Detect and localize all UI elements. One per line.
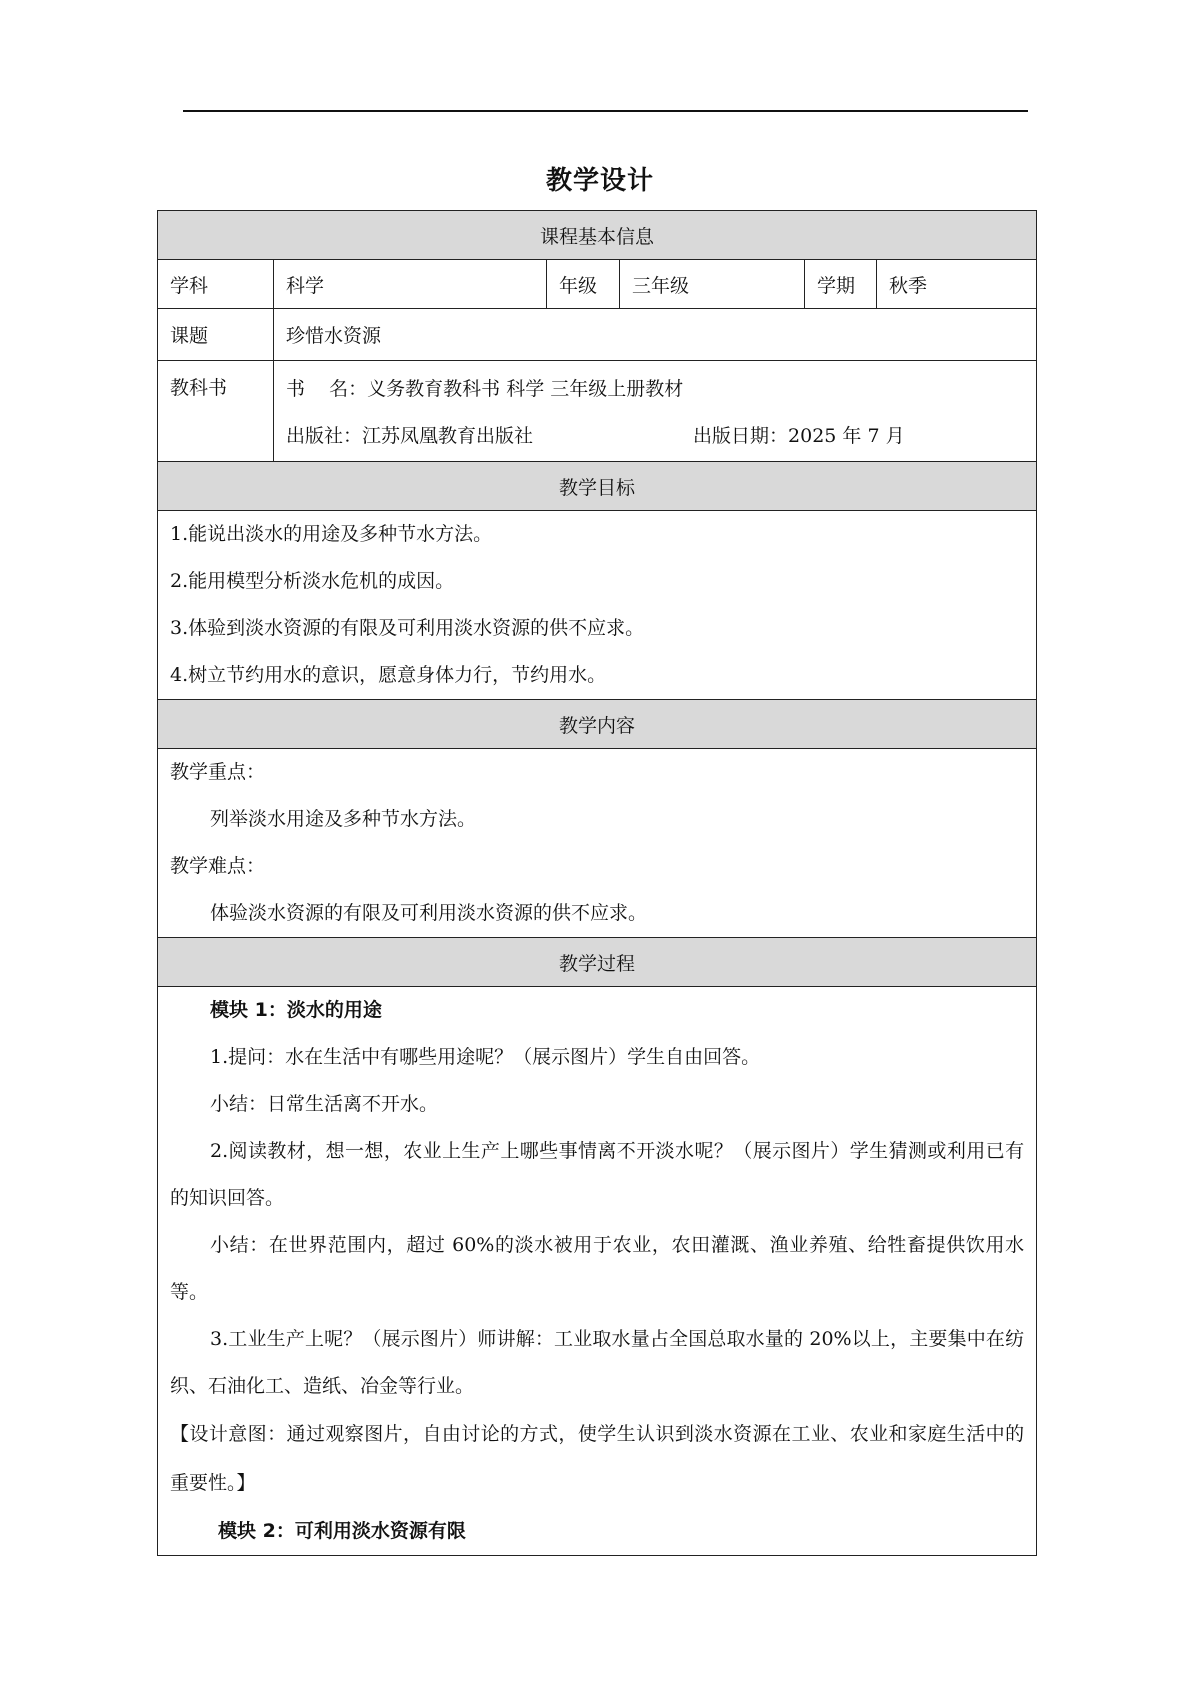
grade-label: 年级 — [547, 260, 620, 309]
textbook-name-row — [286, 364, 1024, 411]
process-step-3: 3.工业生产上呢？（展示图片）师讲解：工业取水量占全国总取水量的 20%以上，主要集中在纺织、石油化工、造纸、冶金等行业。 — [170, 1328, 1025, 1397]
page-title: 教学设计 — [545, 166, 654, 196]
objective-item-3: 3.体验到淡水资源的有限及可利用淡水资源的供不应求。 — [170, 617, 645, 639]
textbook-label-text: 教科书 — [170, 377, 228, 399]
textbook-publisher-row — [286, 411, 1024, 458]
process-step-1: 1.提问：水在生活中有哪些用途呢？（展示图片）学生自由回答。 — [210, 1046, 761, 1068]
publisher: 出版社：江苏凤凰教育出版社 — [286, 425, 534, 447]
textbook-details — [274, 361, 1037, 462]
section-header-content: 教学内容 — [158, 700, 1037, 749]
objectives-list — [158, 511, 1037, 700]
textbook-name: 书 名：义务教育教科书 科学 三年级上册教材 — [286, 378, 684, 400]
content-block — [158, 749, 1037, 938]
process-block — [158, 987, 1037, 1556]
design-intent: 【设计意图：通过观察图片，自由讨论的方式，使学生认识到淡水资源在工业、农业和家庭生活中的重要性。】 — [170, 1423, 1025, 1494]
subject-value: 科学 — [274, 260, 547, 309]
key-points-text: 列举淡水用途及多种节水方法。 — [210, 808, 477, 830]
key-points-label: 教学重点： — [170, 761, 266, 783]
module-1-title: 模块 1：淡水的用途 — [210, 999, 382, 1021]
module-2-title: 模块 2：可利用淡水资源有限 — [218, 1520, 466, 1542]
objective-item-4: 4.树立节约用水的意识，愿意身体力行，节约用水。 — [170, 664, 607, 686]
term-label: 学期 — [805, 260, 877, 309]
publication-date: 出版日期：2025 年 7 月 — [693, 425, 905, 447]
grade-value: 三年级 — [620, 260, 805, 309]
term-value: 秋季 — [877, 260, 1037, 309]
process-step-1-summary: 小结：日常生活离不开水。 — [210, 1093, 439, 1115]
textbook-label — [158, 361, 274, 462]
subject-label: 学科 — [158, 260, 274, 309]
topic-label: 课题 — [158, 309, 274, 361]
process-step-2-summary: 小结：在世界范围内，超过 60%的淡水被用于农业，农田灌溉、渔业养殖、给牲畜提供饮用水等。 — [170, 1234, 1025, 1303]
lesson-design-table — [157, 210, 1037, 1556]
process-step-2: 2.阅读教材，想一想，农业上生产上哪些事情离不开淡水呢？（展示图片）学生猜测或利用已有的知识回答。 — [170, 1140, 1025, 1209]
section-header-basic-info: 课程基本信息 — [158, 211, 1037, 260]
difficulty-label: 教学难点： — [170, 855, 266, 877]
section-header-process: 教学过程 — [158, 938, 1037, 987]
objective-item-1: 1.能说出淡水的用途及多种节水方法。 — [170, 523, 493, 545]
header-rule — [183, 110, 1028, 112]
topic-value: 珍惜水资源 — [274, 309, 1037, 361]
section-header-objectives: 教学目标 — [158, 462, 1037, 511]
objective-item-2: 2.能用模型分析淡水危机的成因。 — [170, 570, 455, 592]
difficulty-text: 体验淡水资源的有限及可利用淡水资源的供不应求。 — [210, 902, 648, 924]
